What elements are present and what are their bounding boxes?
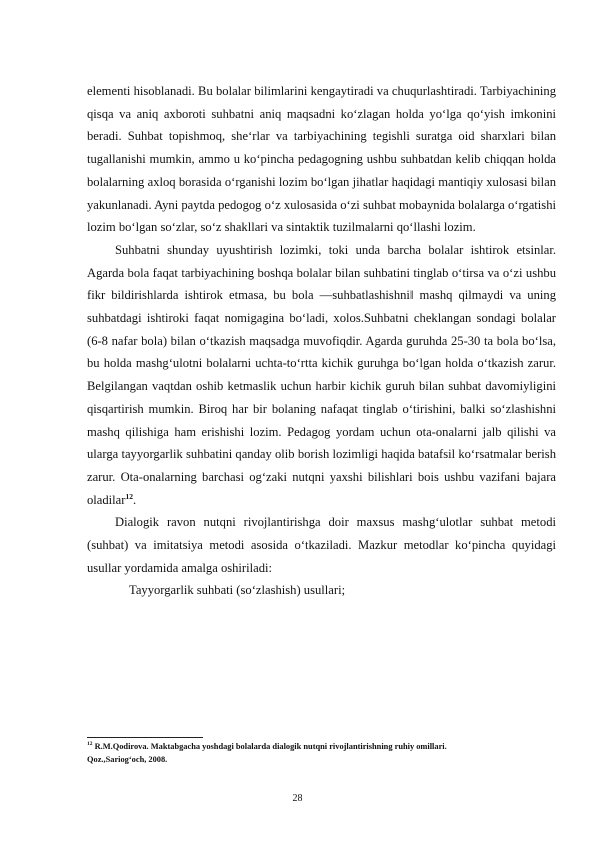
paragraph-2 xyxy=(87,239,556,511)
footnote-separator xyxy=(87,737,203,738)
page-number: 28 xyxy=(292,793,303,804)
footnote-reference[interactable]: 12 xyxy=(125,491,133,501)
footnote-line-2: Qoz.,Sariog‘och, 2008. xyxy=(87,754,168,764)
footnote-line-1 xyxy=(87,741,556,754)
paragraph-2-text: Suhbatni shunday uyushtirish lozimki, toki unda barcha bolalar ishtirok etsinlar. Agarda bola faqat tarbiyachining boshqa bolalar bilan suhbatini tinglab o‘tirsa va o‘zi ushbu fikr bildirishlarda ishtirok etmasa, bu bola ―suhbatlashishni‖ mashq qilmaydi va uning suhbatdagi ishtiroki faqat nomigagina bo‘ladi, xolos.Suhbatni cheklangan sondagi bolalar (6-8 nafar bola) bilan o‘tkazish maqsadga muvofiqdir. Agarda guruhda 25-30 ta bola bo‘lsa, bu holda mashg‘ulotni bolalarni uchta-to‘rtta kichik guruhga bo‘lgan holda o‘tkazish zarur. Belgilangan vaqtdan oshib ketmaslik uchun harbir kichik guruh bilan suhbat davomiyligini qisqartirish mumkin. Biroq har bir bolaning nafaqat tinglab o‘tirishini, balki so‘zlashishni mashq qilishiga ham erishishi lozim. Pedagog yordam uchun ota-onalarni jalb qilishi va ularga tayyorgarlik suhbatini qanday olib borish lozimligi haqida batafsil ko‘rsatmalar berish zarur. Ota-onalarning barchasi og‘zaki nutqni yaxshi bilishlari bois ushbu vazifani bajara oladilar xyxy=(87,242,556,507)
paragraph-1: elementi hisoblanadi. Bu bolalar bilimlarini kengaytiradi va chuqurlashtiradi. Tarbiyachining qisqa va aniq axboroti suhbatni aniq maqsadni ko‘zlagan holda yo‘lga qo‘yish imkonini beradi. Suhbat topishmoq, she‘rlar va tarbiyachining tegishli suratga oid sharxlari bilan tugallanishi mumkin, ammo u ko‘pincha pedagogning ushbu suhbatdan kelib chiqqan holda bolalarning axloq borasida o‘rganishi lozim bo‘lgan jihatlar haqidagi mantiqiy xulosasi bilan yakunlanadi. Ayni paytda pedogog o‘z xulosasida o‘zi suhbat mobaynida bolalarga o‘rgatishi lozim bo‘lgan so‘zlar, so‘z shakllari va sintaktik tuzilmalarni qo‘llashi lozim. xyxy=(87,84,556,235)
list-item: Tayyorgarlik suhbati (so‘zlashish) usullari; xyxy=(129,583,346,598)
paragraph-3: Dialogik ravon nutqni rivojlantirishga doir maxsus mashg‘ulotlar suhbat metodi (suhbat) va imitatsiya metodi asosida o‘tkaziladi. Mazkur metodlar ko‘pincha quyidagi usullar yordamida amalga oshiriladi: xyxy=(87,515,556,575)
footnote-number: 12 xyxy=(87,741,93,748)
footnote-text: R.M.Qodirova. Maktabgacha yoshdagi bolalarda dialogik nutqni rivojlantirishning ruhiy omillari. xyxy=(92,742,447,751)
paragraph-2-end: . xyxy=(132,492,137,507)
footnote xyxy=(87,741,556,766)
page-body xyxy=(87,80,556,602)
